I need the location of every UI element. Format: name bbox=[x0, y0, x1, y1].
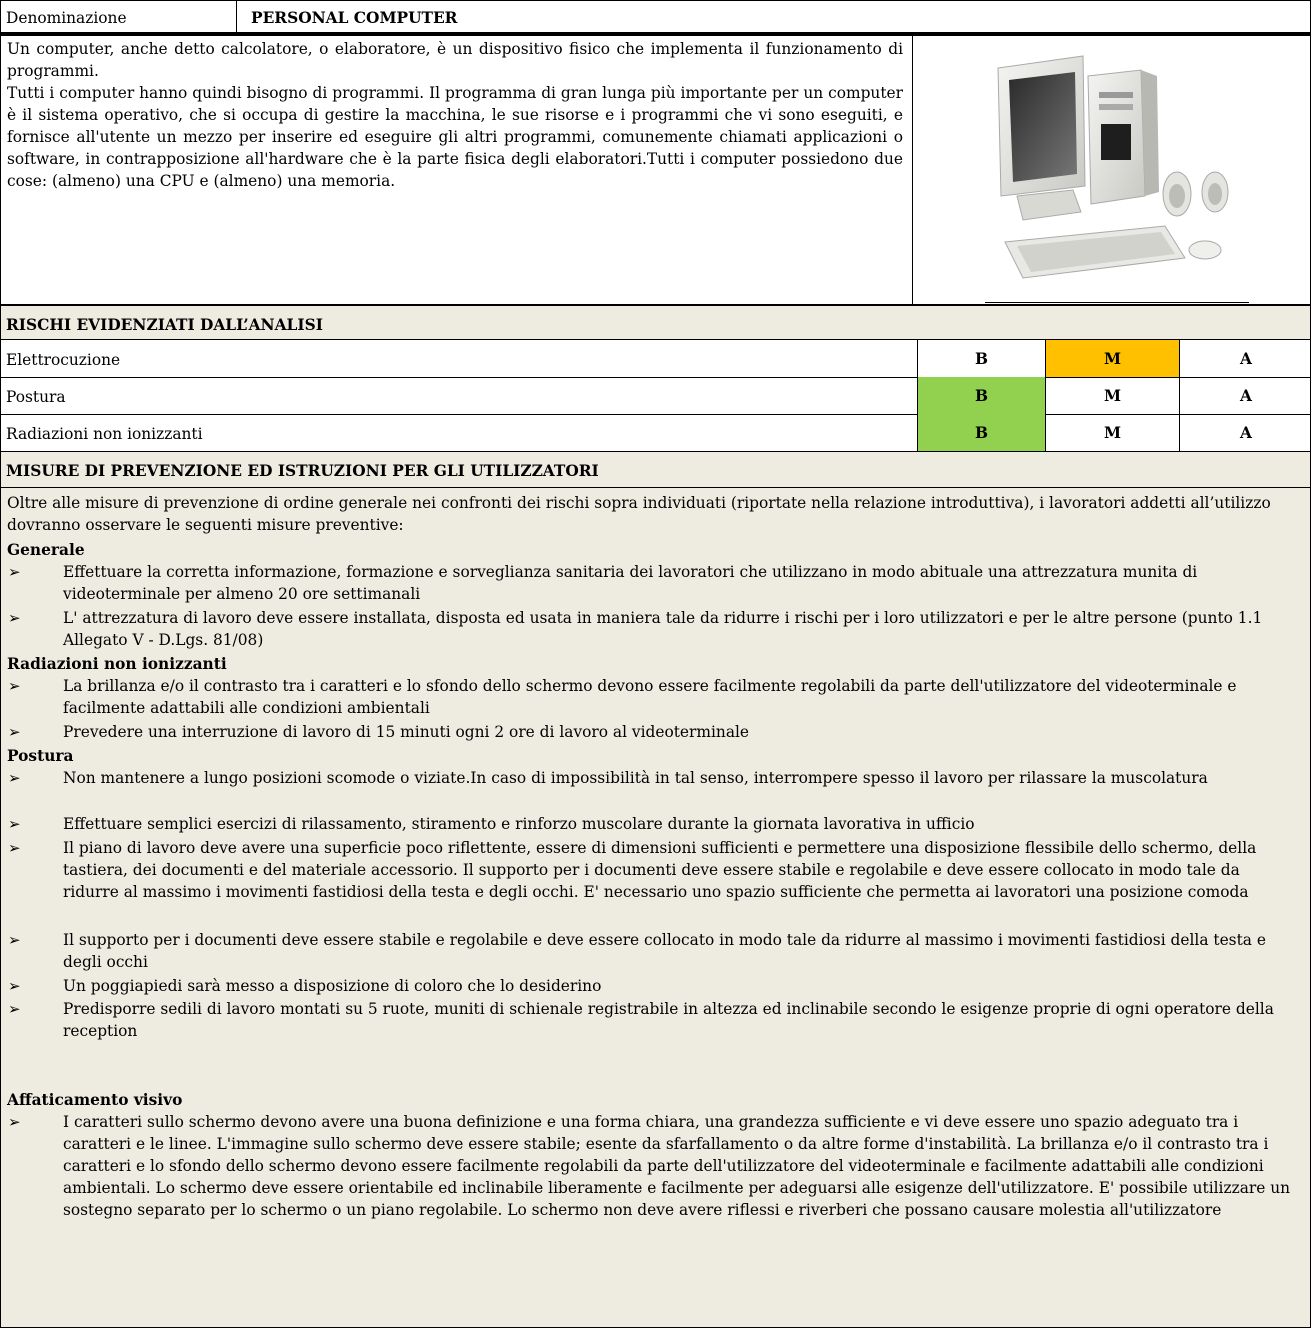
list-item-text: Effettuare semplici esercizi di rilassamento, stiramento e rinforzo muscolare durante la giornata lavorativa in ufficio bbox=[63, 815, 975, 833]
arrow-bullet-icon: ➢ bbox=[8, 609, 21, 627]
section-title-generale: Generale bbox=[7, 541, 85, 559]
arrow-bullet-icon: ➢ bbox=[8, 563, 21, 581]
list-item-text: Un poggiapiedi sarà messo a disposizione di coloro che lo desiderino bbox=[63, 977, 602, 995]
arrow-bullet-icon: ➢ bbox=[8, 1000, 21, 1018]
risk-level-b-selected: B bbox=[917, 377, 1045, 414]
risk-level-m: M bbox=[1045, 414, 1179, 451]
arrow-bullet-icon: ➢ bbox=[8, 839, 21, 857]
section-title-affaticamento: Affaticamento visivo bbox=[7, 1091, 183, 1109]
risk-level-m-selected: M bbox=[1045, 340, 1179, 377]
risk-level-a: A bbox=[1179, 414, 1311, 451]
risk-label: Postura bbox=[6, 388, 66, 406]
risk-row-radiazioni bbox=[0, 414, 1311, 452]
list-item-text: Prevedere una interruzione di lavoro di 15 minuti ogni 2 ore di lavoro al videoterminale bbox=[63, 723, 750, 741]
image-underline bbox=[985, 302, 1249, 303]
risk-level-a: A bbox=[1179, 340, 1311, 377]
measures-title: MISURE DI PREVENZIONE ED ISTRUZIONI PER GLI UTILIZZATORI bbox=[6, 462, 599, 480]
arrow-bullet-icon: ➢ bbox=[8, 723, 21, 741]
risk-row-elettrocuzione bbox=[0, 340, 1311, 378]
description-paragraph-2: Tutti i computer hanno quindi bisogno di programmi. Il programma di gran lunga più importante per un computer è il sistema operativo, che si occupa di gestire la macchina, le sue risorse e i programmi che vi sono eseguiti, e fornisce all'utente un mezzo per inserire ed eseguire gli altri programmi, comunemente chiamati applicazioni o software, in contrapposizione all'hardware che è la parte fisica degli elaboratori.Tutti i computer possiedono due cose: (almeno) una CPU e (almeno) una memoria. bbox=[7, 84, 903, 190]
risk-level-a: A bbox=[1179, 377, 1311, 414]
list-item-text: La brillanza e/o il contrasto tra i caratteri e lo sfondo dello schermo devono essere facilmente regolabili da parte dell'utilizzatore del videoterminale e facilmente adattabili alle condizioni ambientali bbox=[63, 677, 1237, 717]
denomination-label: Denominazione bbox=[1, 1, 237, 33]
risk-label: Radiazioni non ionizzanti bbox=[6, 425, 203, 443]
measures-title-row bbox=[0, 452, 1311, 488]
header-row bbox=[0, 0, 1311, 36]
list-item-text: Predisporre sedili di lavoro montati su 5 ruote, muniti di schienale registrabile in altezza ed inclinabile secondo le esigenze proprie di ogni operatore della reception bbox=[63, 1000, 1274, 1040]
personal-computer-icon bbox=[913, 36, 1311, 304]
arrow-bullet-icon: ➢ bbox=[8, 677, 21, 695]
description-section bbox=[0, 36, 1311, 304]
list-item-text: Effettuare la corretta informazione, formazione e sorveglianza sanitaria dei lavoratori che utilizzano in modo abituale una attrezzatura munita di videoterminale per almeno 20 ore settimanali bbox=[63, 563, 1198, 603]
denomination-value: PERSONAL COMPUTER bbox=[251, 9, 458, 27]
risks-title-row bbox=[0, 304, 1311, 340]
section-title-radiazioni: Radiazioni non ionizzanti bbox=[7, 655, 227, 673]
list-item-text: Il supporto per i documenti deve essere stabile e regolabile e deve essere collocato in modo tale da ridurre al massimo i movimenti fastidiosi della testa e degli occhi bbox=[63, 931, 1266, 971]
risk-level-b: B bbox=[917, 340, 1045, 377]
computer-image bbox=[913, 36, 1310, 304]
list-item-text: Il piano di lavoro deve avere una superficie poco riflettente, essere di dimensioni sufficienti e permettere una disposizione flessibile dello schermo, della tastiera, dei documenti e del materiale accessorio. Il supporto per i documenti deve essere stabile e regolabile e deve essere collocato in modo tale da ridurre al massimo i movimenti fastidiosi della testa e degli occhi. E' necessario uno spazio sufficiente che permetta ai lavoratori una posizione comoda bbox=[63, 839, 1257, 901]
measures-intro: Oltre alle misure di prevenzione di ordine generale nei confronti dei rischi sopra individuati (riportate nella relazione introduttiva), i lavoratori addetti all’utilizzo dovranno osservare le seguenti misure preventive: bbox=[7, 494, 1271, 534]
arrow-bullet-icon: ➢ bbox=[8, 815, 21, 833]
arrow-bullet-icon: ➢ bbox=[8, 1113, 21, 1131]
list-item-text: I caratteri sullo schermo devono avere una buona definizione e una forma chiara, una grandezza sufficiente e vi deve essere uno spazio adeguato tra i caratteri e le linee. L'immagine sullo schermo deve essere stabile; esente da sfarfallamento o da altre forme d'instabilità. La brillanza e/o il contrasto tra i caratteri e lo sfondo dello schermo devono essere facilmente regolabili da parte dell'utilizzatore del videoterminale e facilmente adattabili alle condizioni ambientali. Lo schermo deve essere orientabile ed inclinabile liberamente e facilmente per adeguarsi alle esigenze dell'utilizzatore. E' possibile utilizzare un sostegno separato per lo schermo o un piano regolabile. Lo schermo non deve avere riflessi e riverberi che possano causare molestia all'utilizzatore bbox=[63, 1113, 1291, 1219]
section-title-postura: Postura bbox=[7, 747, 74, 765]
arrow-bullet-icon: ➢ bbox=[8, 977, 21, 995]
arrow-bullet-icon: ➢ bbox=[8, 769, 21, 787]
risk-level-m: M bbox=[1045, 377, 1179, 414]
arrow-bullet-icon: ➢ bbox=[8, 931, 21, 949]
risks-title: RISCHI EVIDENZIATI DALL’ANALISI bbox=[6, 316, 323, 334]
description-text bbox=[7, 38, 903, 192]
description-paragraph-1: Un computer, anche detto calcolatore, o elaboratore, è un dispositivo fisico che implementa il funzionamento di programmi. bbox=[7, 40, 903, 80]
risk-label: Elettrocuzione bbox=[6, 351, 121, 369]
risk-level-b-selected: B bbox=[917, 414, 1045, 451]
list-item-text: L' attrezzatura di lavoro deve essere installata, disposta ed usata in maniera tale da ridurre i rischi per i loro utilizzatori e per le altre persone (punto 1.1 Allegato V - D.Lgs. 81/08) bbox=[63, 609, 1263, 649]
list-item-text: Non mantenere a lungo posizioni scomode o viziate.In caso di impossibilità in tal senso, interrompere spesso il lavoro per rilassare la muscolatura bbox=[63, 769, 1208, 787]
measures-body bbox=[0, 488, 1311, 1328]
risk-row-postura bbox=[0, 377, 1311, 415]
